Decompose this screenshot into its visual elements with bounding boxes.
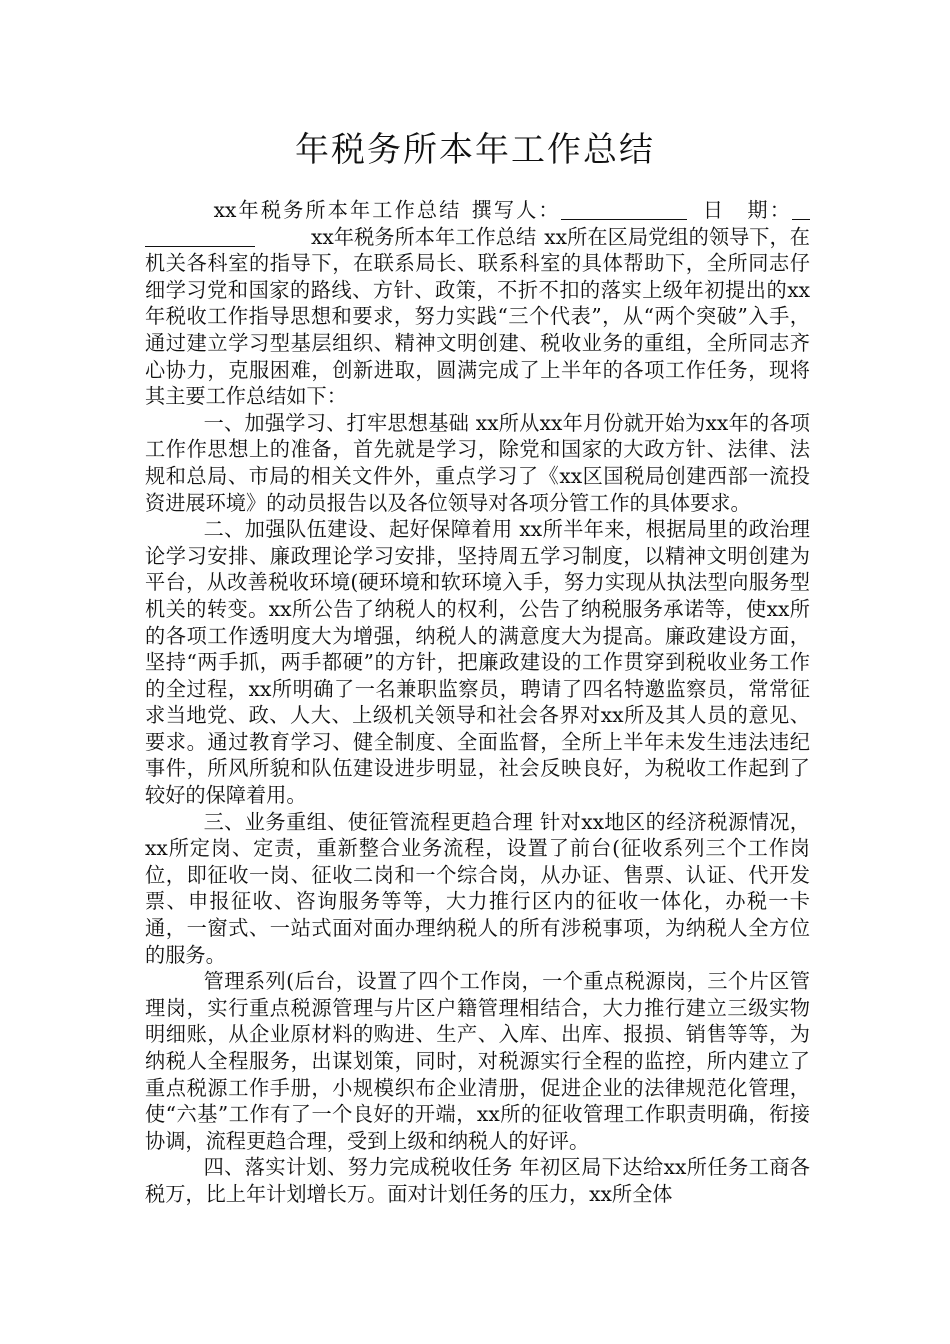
date-label: 日 期：: [700, 198, 792, 222]
paragraph-section-3: 三、业务重组、使征管流程更趋合理 针对xx地区的经济税源情况，xx所定岗、定责，重新整合业务流程，设置了前台(征收系列三个工作岗位，即征收一岗、征收二岗和一个综合岗，从办证、售票、认证、代开发票、申报征收、咨询服务等等，大力推行区内的征收一体化，办税一卡通，一窗式、一站式面对面办理纳税人的所有涉税事项，为纳税人全方位的服务。: [145, 809, 810, 967]
header-repeat-name: xx年税务所本年工作总结: [311, 224, 537, 249]
document-header-line: [145, 197, 810, 410]
paragraph-section-1: 一、加强学习、打牢思想基础 xx所从xx年月份就开始为xx年的各项工作作思想上的准备，首先就是学习，除党和国家的大政方针、法律、法规和总局、市局的相关文件外，重点学习了《xx区国税局创建西部一流投资进展环境》的动员报告以及各位领导对各项分管工作的具体要求。: [145, 410, 810, 515]
author-label: 撰写人：: [469, 198, 561, 222]
date-blank: [792, 201, 810, 220]
date-blank-continued: [145, 228, 255, 247]
document-body: [145, 197, 810, 1208]
author-blank: [561, 201, 687, 220]
paragraph-section-4: 四、落实计划、努力完成税收任务 年初区局下达给xx所任务工商各税万，比上年计划增长万。面对计划任务的压力，xx所全体: [145, 1155, 810, 1206]
paragraph-section-2: 二、加强队伍建设、起好保障着用 xx所半年来，根据局里的政治理论学习安排、廉政理论学习安排，坚持周五学习制度，以精神文明创建为平台，从改善税收环境(硬环境和软环境入手，努力实现从执法型向服务型机关的转变。xx所公告了纳税人的权利，公告了纳税服务承诺等，使xx所的各项工作透明度大为增强，纳税人的满意度大为提高。廉政建设方面，坚持“两手抓，两手都硬”的方针，把廉政建设的工作贯穿到税收业务工作的全过程，xx所明确了一名兼职监察员，聘请了四名特邀监察员，常常征求当地党、政、人大、上级机关领导和社会各界对xx所及其人员的意见、要求。通过教育学习、健全制度、全面监督，全所上半年未发生违法违纪事件，所风所貌和队伍建设进步明显，社会反映良好，为税收工作起到了较好的保障着用。: [145, 517, 810, 808]
paragraph-section-3-management: 管理系列(后台，设置了四个工作岗，一个重点税源岗，三个片区管理岗，实行重点税源管理与片区户籍管理相结合，大力推行建立三级实物明细账，从企业原材料的购进、生产、入库、出库、报损、销售等等，为纳税人全程服务，出谋划策，同时，对税源实行全程的监控，所内建立了重点税源工作手册，小规模织布企业清册，促进企业的法律规范化管理，使“六基”工作有了一个良好的开端，xx所的征收管理工作职责明确，衔接协调，流程更趋合理，受到上级和纳税人的好评。: [145, 969, 810, 1153]
document-title: 年税务所本年工作总结: [295, 130, 655, 170]
paragraph-intro: xx所在区局党组的领导下，在机关各科室的指导下，在联系局长、联系科室的具体帮助下，全所同志仔细学习党和国家的路线、方针、政策，不折不扣的落实上级年初提出的xx年税收工作指导思想和要求，努力实践“三个代表”，从“两个突破”入手，通过建立学习型基层组织、精神文明创建、税收业务的重组，全所同志齐心协力，克服困难，创新进取，圆满完成了上半年的各项工作任务，现将其主要工作总结如下：: [145, 224, 810, 409]
header-doc-name: xx年税务所本年工作总结: [213, 198, 462, 222]
